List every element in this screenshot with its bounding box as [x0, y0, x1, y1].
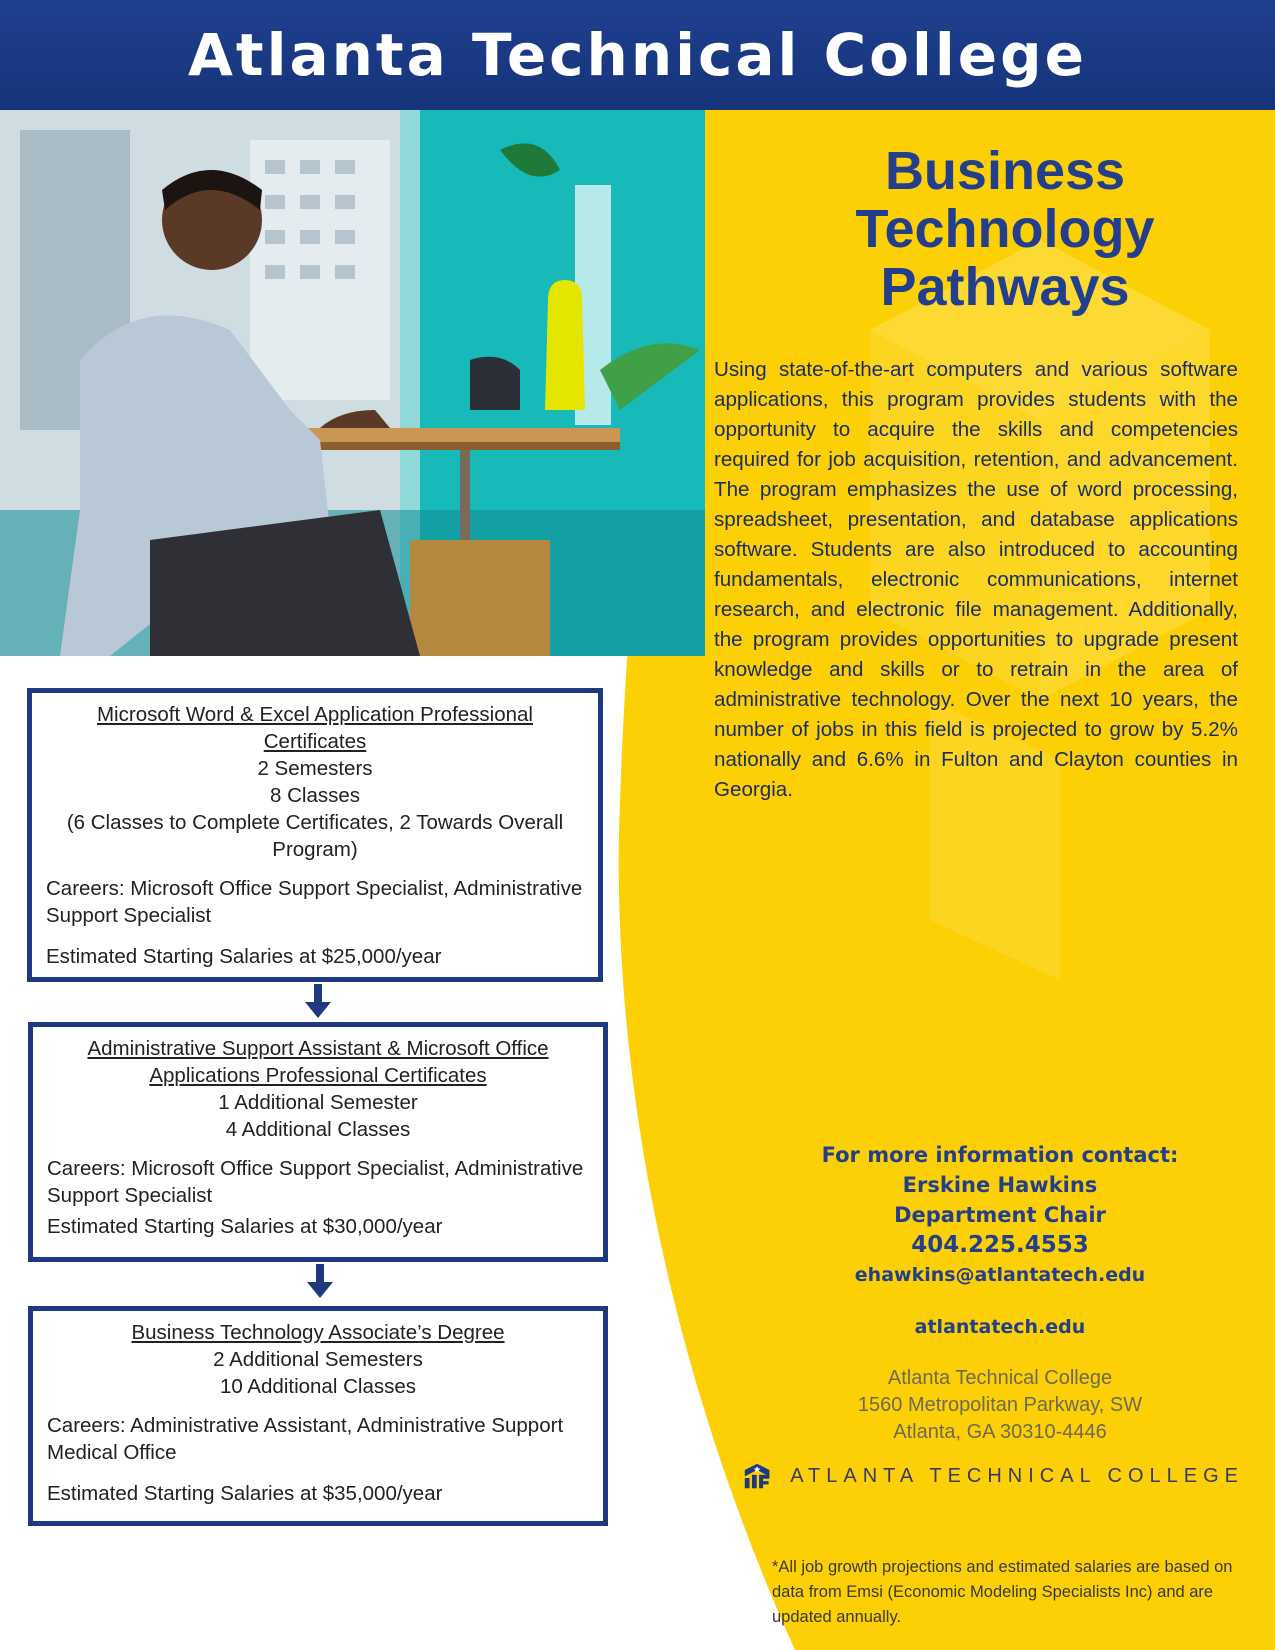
pathway-1-detail-1: 2 Semesters — [257, 757, 373, 780]
contact-role: Department Chair — [894, 1203, 1106, 1227]
pathway-3-careers: Careers: Administrative Assistant, Administrative Support Medical Office — [47, 1414, 564, 1464]
address-line-2: 1560 Metropolitan Parkway, SW — [857, 1394, 1143, 1416]
pathway-box-1 — [27, 688, 603, 982]
address-line-3: Atlanta, GA 30310-4446 — [893, 1421, 1107, 1443]
contact-intro: For more information contact: — [821, 1143, 1179, 1167]
contact-name: Erskine Hawkins — [902, 1173, 1098, 1197]
website-link[interactable]: atlantatech.edu — [914, 1316, 1086, 1338]
pathway-box-2 — [28, 1022, 608, 1262]
pathway-1-salary: Estimated Starting Salaries at $25,000/year — [46, 945, 442, 968]
program-title-line-1: Business — [884, 141, 1126, 201]
pathway-3-detail-2: 10 Additional Classes — [219, 1375, 416, 1398]
logo-wordmark: ATLANTA TECHNICAL COLLEGE — [790, 1464, 1244, 1487]
contact-block — [780, 1140, 1220, 1290]
hero-photo — [0, 110, 705, 656]
pathway-3-detail-1: 2 Additional Semesters — [213, 1348, 423, 1371]
header-banner — [0, 0, 1275, 110]
contact-phone[interactable]: 404.225.4553 — [911, 1232, 1089, 1258]
pathway-2-detail-1: 1 Additional Semester — [218, 1091, 418, 1114]
program-description: Using state-of-the-art computers and various software applications, this program provides students with the opportunity to acquire the skills and competencies required for job acquisition, retention, and advancement. The program emphasizes the use of word processing, spreadsheet, presentation, and database applications software. Students are also introduced to accounting fundamentals, electronic communications, internet research, and electronic file management. Additionally, the program provides opportunities to upgrade present knowledge and skills or to retrain in the area of administrative technology. Over the next 10 years, the number of jobs in this field is projected to grow by 5.2% nationally and 6.6% in Fulton and Clayton counties in Georgia. — [714, 358, 1238, 801]
arrow-down-icon — [305, 1264, 335, 1300]
pathway-box-3 — [28, 1306, 608, 1526]
contact-email-link[interactable]: ehawkins@atlantatech.edu — [854, 1264, 1146, 1286]
program-title-line-3: Pathways — [880, 257, 1130, 317]
pathway-1-heading: Microsoft Word & Excel Application Professional Certificates — [96, 703, 533, 753]
mailing-address — [780, 1365, 1220, 1446]
arrow-down-icon — [303, 984, 333, 1020]
program-title — [835, 142, 1175, 316]
college-name: Atlanta Technical College — [188, 21, 1087, 89]
program-title-line-2: Technology — [855, 199, 1155, 259]
pathway-2-heading: Administrative Support Assistant & Microsoft Office Applications Professional Certificates — [87, 1037, 549, 1087]
pathway-2-careers: Careers: Microsoft Office Support Specialist, Administrative Support Specialist — [47, 1157, 584, 1207]
pathway-1-detail-2: 8 Classes — [269, 784, 360, 807]
footnote: *All job growth projections and estimated salaries are based on data from Emsi (Economic Modeling Specialists Inc) and are updated annually. — [772, 1557, 1233, 1626]
pathway-1-careers: Careers: Microsoft Office Support Specialist, Administrative Support Specialist — [46, 877, 583, 927]
pathway-3-salary: Estimated Starting Salaries at $35,000/year — [47, 1482, 443, 1505]
college-logo — [744, 1442, 1244, 1510]
pathway-2-salary: Estimated Starting Salaries at $30,000/year — [47, 1215, 443, 1238]
college-logo-icon — [744, 1443, 770, 1509]
pathway-3-heading: Business Technology Associate’s Degree — [131, 1321, 505, 1344]
pathway-2-detail-2: 4 Additional Classes — [225, 1118, 411, 1141]
address-line-1: Atlanta Technical College — [887, 1367, 1113, 1389]
pathway-1-detail-3: (6 Classes to Complete Certificates, 2 Towards Overall Program) — [66, 811, 564, 861]
